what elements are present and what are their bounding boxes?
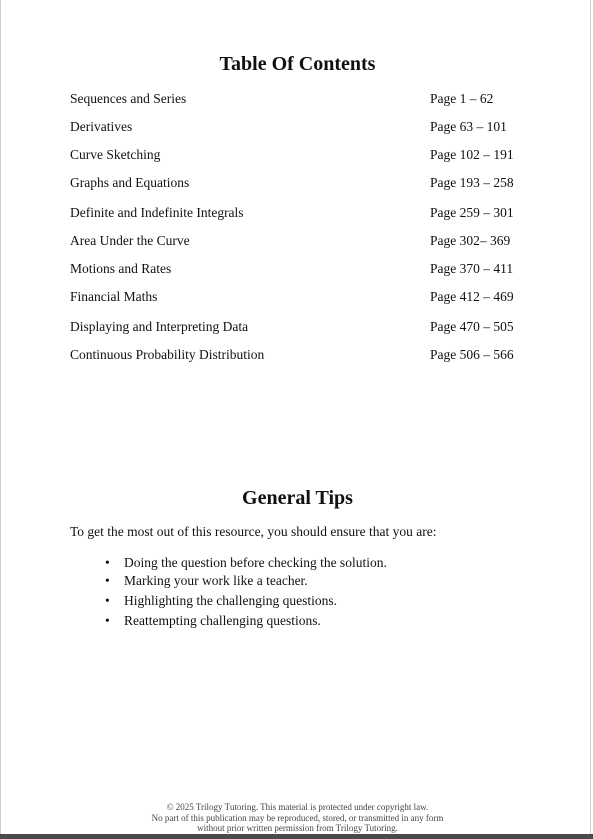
- footer-line: No part of this publication may be reproduced, stored, or transmitted in any form: [151, 812, 444, 823]
- toc-pages: Page 193 – 258: [430, 175, 514, 190]
- toc-title: Table Of Contents: [219, 53, 376, 75]
- toc-pages: Page 259 – 301: [430, 205, 514, 220]
- toc-topic: Displaying and Interpreting Data: [70, 319, 249, 334]
- tips-title: General Tips: [242, 487, 353, 509]
- toc-pages: Page 370 – 411: [430, 261, 514, 276]
- toc-topic: Graphs and Equations: [70, 175, 190, 190]
- toc-entry: [70, 260, 530, 278]
- toc-entry: [70, 346, 530, 364]
- toc-pages: Page 470 – 505: [430, 319, 514, 334]
- copyright-footer: [1, 802, 593, 834]
- bullet-icon: •: [105, 555, 110, 570]
- bullet-icon: •: [105, 613, 110, 628]
- tip-text: Highlighting the challenging questions.: [124, 593, 337, 608]
- tip-text: Doing the question before checking the solution.: [124, 555, 387, 570]
- toc-topic: Motions and Rates: [70, 261, 172, 276]
- toc-pages: Page 302– 369: [430, 233, 511, 248]
- toc-entry: [70, 90, 530, 108]
- footer-line: without prior written permission from Trilogy Tutoring.: [197, 823, 398, 833]
- toc-entry: [70, 118, 530, 136]
- toc-entry: [70, 288, 530, 306]
- toc-topic: Definite and Indefinite Integrals: [70, 205, 244, 220]
- toc-topic: Sequences and Series: [70, 91, 187, 106]
- toc-topic: Area Under the Curve: [70, 233, 190, 248]
- toc-pages: Page 412 – 469: [430, 289, 514, 304]
- bullet-icon: •: [105, 573, 110, 588]
- toc-entry: [70, 146, 530, 164]
- toc-entry: [70, 204, 530, 222]
- tip-text: Marking your work like a teacher.: [124, 573, 308, 588]
- tip-text: Reattempting challenging questions.: [124, 613, 321, 628]
- toc-topic: Derivatives: [70, 119, 133, 134]
- toc-topic: Continuous Probability Distribution: [70, 347, 265, 362]
- toc-pages: Page 1 – 62: [430, 91, 494, 106]
- viewer-bottom-edge: [0, 834, 593, 839]
- toc-pages: Page 102 – 191: [430, 147, 514, 162]
- toc-pages: Page 63 – 101: [430, 119, 507, 134]
- toc-topic: Curve Sketching: [70, 147, 161, 162]
- toc-entry: [70, 232, 530, 250]
- tips-intro: To get the most out of this resource, you should ensure that you are:: [70, 524, 437, 539]
- bullet-icon: •: [105, 593, 110, 608]
- toc-entry: [70, 174, 530, 192]
- toc-pages: Page 506 – 566: [430, 347, 514, 362]
- toc-entry: [70, 318, 530, 336]
- toc-topic: Financial Maths: [70, 289, 158, 304]
- footer-line: © 2025 Trilogy Tutoring. This material is protected under copyright law.: [166, 802, 429, 812]
